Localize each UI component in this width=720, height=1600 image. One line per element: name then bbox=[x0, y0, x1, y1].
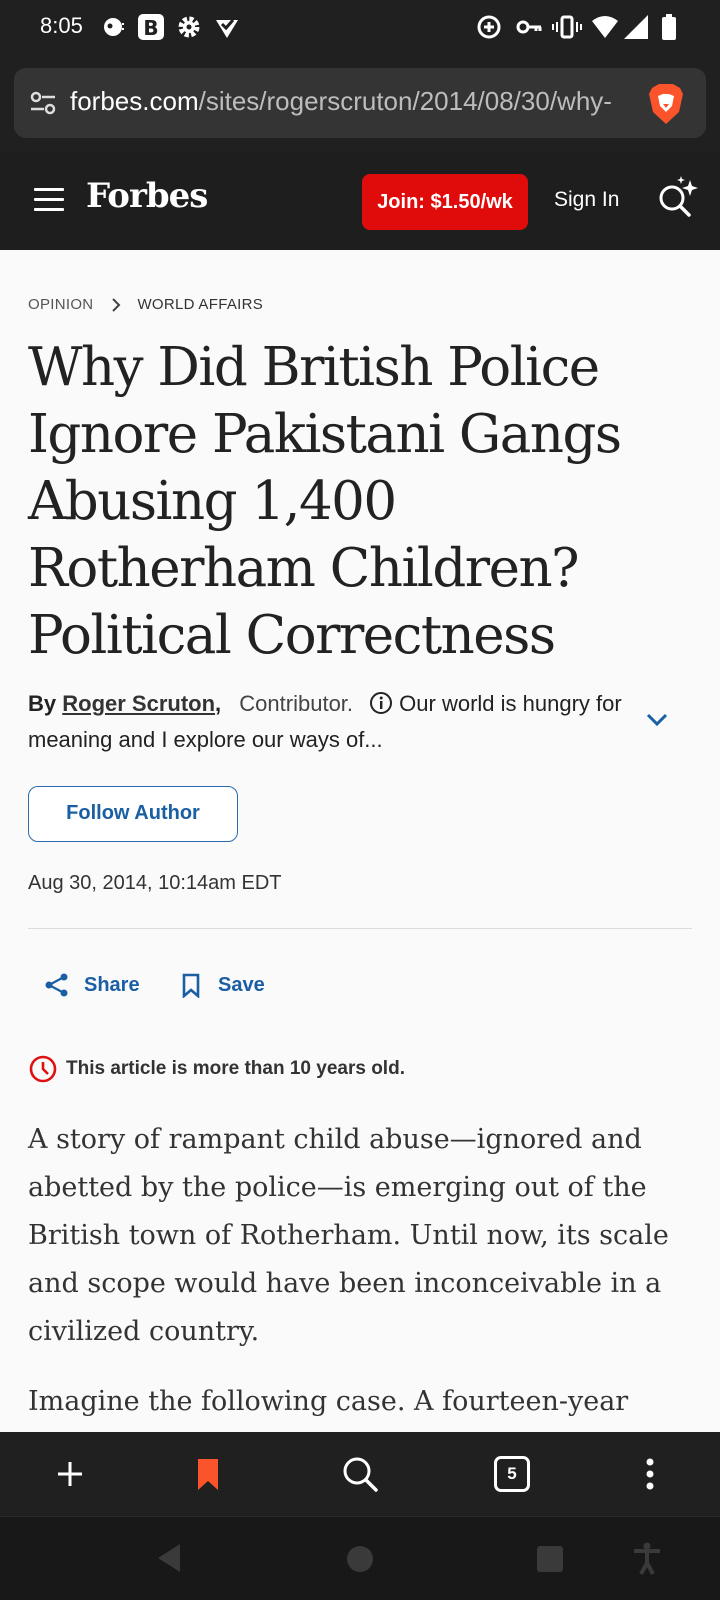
share-icon bbox=[44, 972, 70, 998]
ai-search-icon[interactable] bbox=[654, 174, 700, 220]
breadcrumb bbox=[28, 296, 263, 313]
breadcrumb-opinion[interactable]: OPINION bbox=[28, 296, 94, 313]
article-headline: Why Did British Police Ignore Pakistani Gangs Abusing 1,400 Rotherham Children? Political Correctness bbox=[28, 337, 621, 666]
tab-switcher-button[interactable]: 5 bbox=[494, 1456, 530, 1492]
chevron-right-icon bbox=[109, 298, 123, 312]
publish-date: Aug 30, 2014, 10:14am EDT bbox=[28, 872, 282, 894]
svg-text:B: B bbox=[143, 16, 159, 40]
recents-icon[interactable] bbox=[536, 1545, 564, 1573]
info-icon[interactable] bbox=[369, 691, 393, 715]
browser-toolbar bbox=[0, 56, 720, 152]
author-role: Contributor. bbox=[239, 691, 354, 716]
search-icon[interactable] bbox=[340, 1454, 380, 1494]
back-icon[interactable] bbox=[152, 1541, 184, 1575]
address-bar[interactable] bbox=[14, 68, 706, 138]
key-icon bbox=[514, 12, 544, 42]
author-comma: , bbox=[215, 691, 222, 716]
join-button[interactable]: Join: $1.50/wk bbox=[362, 174, 528, 230]
bookmarks-icon[interactable] bbox=[188, 1454, 228, 1494]
home-icon[interactable] bbox=[346, 1545, 374, 1573]
clock-icon bbox=[28, 1054, 58, 1084]
status-bar bbox=[0, 0, 720, 56]
article-age-notice bbox=[28, 1054, 405, 1084]
url-path: /sites/rogerscruton/2014/08/30/why- bbox=[198, 86, 612, 116]
follow-author-button[interactable]: Follow Author bbox=[28, 786, 238, 842]
author-link[interactable]: Roger Scruton bbox=[62, 691, 216, 716]
save-label: Save bbox=[218, 973, 265, 996]
save-button[interactable] bbox=[178, 972, 265, 998]
forbes-logo[interactable]: Forbes bbox=[86, 176, 208, 216]
status-time: 8:05 bbox=[40, 13, 83, 38]
byline bbox=[28, 686, 638, 758]
new-tab-icon[interactable] bbox=[50, 1454, 90, 1494]
site-header bbox=[0, 152, 720, 250]
gear-icon bbox=[174, 12, 204, 42]
url-host: forbes.com bbox=[70, 86, 199, 116]
chat-icon bbox=[98, 12, 128, 42]
author-bio: Our world is hungry for meaning and I explore our ways of... bbox=[28, 691, 622, 752]
brave-shields-icon[interactable] bbox=[646, 82, 686, 126]
vibrate-icon bbox=[552, 12, 582, 42]
sign-in-link[interactable]: Sign In bbox=[554, 188, 620, 211]
breadcrumb-world-affairs[interactable]: WORLD AFFAIRS bbox=[137, 296, 264, 313]
article-paragraph: Imagine the following case. A fourteen-year bbox=[28, 1386, 629, 1417]
b-icon bbox=[136, 12, 166, 42]
wifi-icon bbox=[590, 12, 620, 42]
battery-icon bbox=[654, 12, 684, 42]
browser-bottom-bar bbox=[0, 1432, 720, 1516]
divider bbox=[28, 928, 692, 929]
accessibility-icon[interactable] bbox=[630, 1541, 664, 1575]
menu-icon[interactable] bbox=[34, 188, 64, 212]
system-navigation-bar bbox=[0, 1516, 720, 1600]
chevron-down-icon[interactable] bbox=[642, 704, 672, 734]
more-options-icon[interactable] bbox=[630, 1454, 670, 1494]
by-label: By bbox=[28, 691, 57, 716]
data-saver-icon bbox=[474, 12, 504, 42]
article-body bbox=[28, 1116, 698, 1448]
share-label: Share bbox=[84, 973, 140, 996]
url-text[interactable] bbox=[70, 86, 640, 117]
vpn-check-icon bbox=[212, 12, 242, 42]
site-settings-icon[interactable] bbox=[28, 88, 58, 118]
signal-icon bbox=[622, 12, 652, 42]
article-age-text: This article is more than 10 years old. bbox=[66, 1058, 405, 1079]
article-paragraph: A story of rampant child abuse—ignored and abetted by the police—is emerging out of the British town of Rotherham. Until now, its scale and scope would have been inconceivable in a civilized country. bbox=[28, 1124, 669, 1347]
share-button[interactable] bbox=[44, 972, 140, 998]
bookmark-icon bbox=[178, 972, 204, 998]
